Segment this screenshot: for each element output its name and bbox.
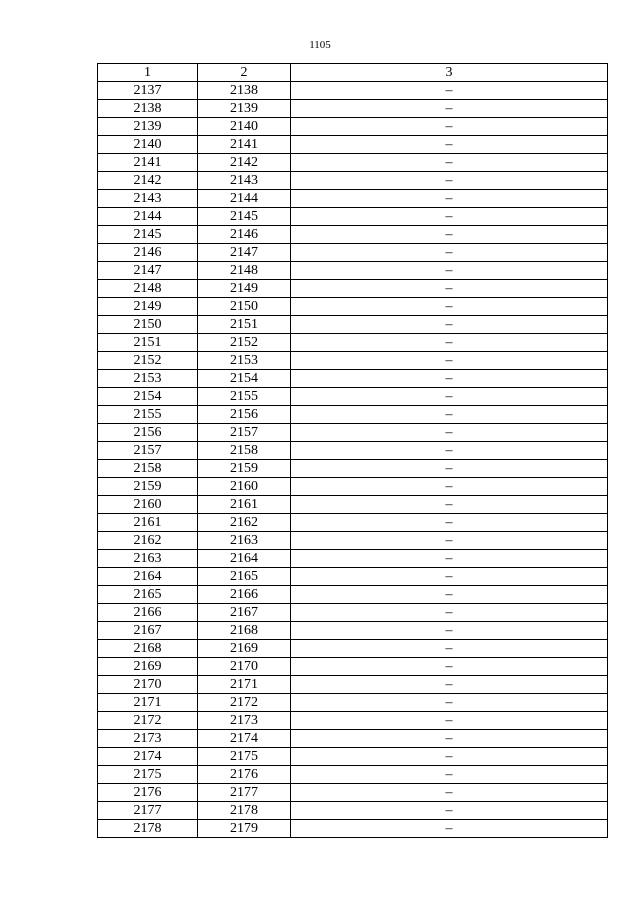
table-cell-col-1: 2145 [98, 226, 198, 244]
table-row [98, 118, 608, 136]
table-cell-col-1: 2161 [98, 514, 198, 532]
table-row [98, 208, 608, 226]
table-cell-col-2: 2164 [198, 550, 291, 568]
table-row [98, 244, 608, 262]
table-cell-col-2: 2178 [198, 802, 291, 820]
table-cell-col-2: 2155 [198, 388, 291, 406]
table-cell-col-1: 2156 [98, 424, 198, 442]
table-row [98, 334, 608, 352]
table-row [98, 154, 608, 172]
table-cell-col-2: 2152 [198, 334, 291, 352]
table-cell-col-1: 2149 [98, 298, 198, 316]
table-row [98, 442, 608, 460]
table-row [98, 190, 608, 208]
table-cell-col-3: – [291, 550, 608, 568]
table-row [98, 406, 608, 424]
table-cell-col-1: 2167 [98, 622, 198, 640]
table-cell-col-2: 2179 [198, 820, 291, 838]
table-cell-col-1: 2141 [98, 154, 198, 172]
table-cell-col-1: 2173 [98, 730, 198, 748]
table-cell-col-3: – [291, 406, 608, 424]
table-cell-col-3: – [291, 388, 608, 406]
table-cell-col-3: – [291, 658, 608, 676]
table-cell-col-3: – [291, 460, 608, 478]
table-cell-col-3: – [291, 820, 608, 838]
table-cell-col-2: 2157 [198, 424, 291, 442]
table-cell-col-2: 2143 [198, 172, 291, 190]
table-cell-col-3: – [291, 262, 608, 280]
table-cell-col-2: 2145 [198, 208, 291, 226]
table-cell-col-3: – [291, 586, 608, 604]
table-row [98, 172, 608, 190]
table-cell-col-3: – [291, 712, 608, 730]
table-header-row [98, 64, 608, 82]
table-cell-col-2: 2142 [198, 154, 291, 172]
table-cell-col-1: 2157 [98, 442, 198, 460]
table-cell-col-3: – [291, 748, 608, 766]
table-row [98, 730, 608, 748]
table-cell-col-3: – [291, 676, 608, 694]
data-table [97, 63, 608, 838]
table-cell-col-3: – [291, 172, 608, 190]
table-cell-col-1: 2176 [98, 784, 198, 802]
table-cell-col-2: 2167 [198, 604, 291, 622]
table-row [98, 262, 608, 280]
table-cell-col-2: 2172 [198, 694, 291, 712]
page-number: 1105 [309, 39, 331, 51]
table-cell-col-1: 2172 [98, 712, 198, 730]
table-cell-col-1: 2151 [98, 334, 198, 352]
table-cell-col-1: 2142 [98, 172, 198, 190]
table-cell-col-2: 2166 [198, 586, 291, 604]
table-cell-col-3: – [291, 244, 608, 262]
table-cell-col-3: – [291, 370, 608, 388]
table-cell-col-3: – [291, 118, 608, 136]
table-cell-col-1: 2139 [98, 118, 198, 136]
table-cell-col-2: 2147 [198, 244, 291, 262]
table-cell-col-2: 2171 [198, 676, 291, 694]
table-cell-col-2: 2144 [198, 190, 291, 208]
table-cell-col-1: 2144 [98, 208, 198, 226]
table-cell-col-2: 2149 [198, 280, 291, 298]
table-cell-col-2: 2163 [198, 532, 291, 550]
table-row [98, 550, 608, 568]
table-cell-col-3: – [291, 136, 608, 154]
table-cell-col-2: 2141 [198, 136, 291, 154]
table-cell-col-3: – [291, 640, 608, 658]
table-cell-col-3: – [291, 514, 608, 532]
table-cell-col-1: 2166 [98, 604, 198, 622]
table-row [98, 370, 608, 388]
table-row [98, 226, 608, 244]
table-cell-col-2: 2174 [198, 730, 291, 748]
table-cell-col-1: 2163 [98, 550, 198, 568]
table-cell-col-1: 2140 [98, 136, 198, 154]
table-cell-col-1: 2160 [98, 496, 198, 514]
table-row [98, 496, 608, 514]
table-cell-col-1: 2138 [98, 100, 198, 118]
table-row [98, 586, 608, 604]
table-cell-col-3: – [291, 766, 608, 784]
table-cell-col-1: 2165 [98, 586, 198, 604]
table-cell-col-2: 2159 [198, 460, 291, 478]
table-cell-col-2: 2176 [198, 766, 291, 784]
table-cell-col-1: 2164 [98, 568, 198, 586]
table-cell-col-2: 2168 [198, 622, 291, 640]
table-row [98, 676, 608, 694]
table-row [98, 460, 608, 478]
table-row [98, 280, 608, 298]
table-cell-col-1: 2169 [98, 658, 198, 676]
table-row [98, 298, 608, 316]
table-cell-col-2: 2161 [198, 496, 291, 514]
table-cell-col-3: – [291, 694, 608, 712]
table-row [98, 820, 608, 838]
table-cell-col-1: 2175 [98, 766, 198, 784]
table-cell-col-3: – [291, 298, 608, 316]
table-cell-col-2: 2169 [198, 640, 291, 658]
table-row [98, 478, 608, 496]
table-cell-col-3: – [291, 622, 608, 640]
table-cell-col-3: – [291, 352, 608, 370]
table-cell-col-2: 2170 [198, 658, 291, 676]
table-cell-col-1: 2162 [98, 532, 198, 550]
table-row [98, 388, 608, 406]
table-row [98, 802, 608, 820]
table-row [98, 532, 608, 550]
table-cell-col-1: 2150 [98, 316, 198, 334]
table-cell-col-1: 2154 [98, 388, 198, 406]
table-row [98, 136, 608, 154]
table-cell-col-2: 2177 [198, 784, 291, 802]
table-cell-col-2: 2162 [198, 514, 291, 532]
table-cell-col-2: 2156 [198, 406, 291, 424]
table-cell-col-2: 2153 [198, 352, 291, 370]
table-cell-col-2: 2173 [198, 712, 291, 730]
table-row [98, 784, 608, 802]
table-cell-col-1: 2146 [98, 244, 198, 262]
table-row [98, 622, 608, 640]
table-cell-col-3: – [291, 478, 608, 496]
table-cell-col-3: – [291, 208, 608, 226]
table-row [98, 82, 608, 100]
table-cell-col-2: 2158 [198, 442, 291, 460]
table-row [98, 748, 608, 766]
table-cell-col-3: – [291, 316, 608, 334]
table-body [98, 82, 608, 838]
table-cell-col-2: 2139 [198, 100, 291, 118]
table-row [98, 316, 608, 334]
table-cell-col-3: – [291, 82, 608, 100]
table-cell-col-1: 2155 [98, 406, 198, 424]
table-cell-col-3: – [291, 442, 608, 460]
table-cell-col-3: – [291, 496, 608, 514]
table-cell-col-2: 2175 [198, 748, 291, 766]
table-cell-col-1: 2152 [98, 352, 198, 370]
table-cell-col-1: 2148 [98, 280, 198, 298]
table-cell-col-2: 2165 [198, 568, 291, 586]
column-header-3: 3 [291, 64, 608, 82]
table-cell-col-1: 2168 [98, 640, 198, 658]
table-cell-col-1: 2137 [98, 82, 198, 100]
table-row [98, 568, 608, 586]
table-row [98, 352, 608, 370]
table-cell-col-3: – [291, 100, 608, 118]
table-cell-col-2: 2140 [198, 118, 291, 136]
table-row [98, 766, 608, 784]
table-cell-col-1: 2147 [98, 262, 198, 280]
table-cell-col-1: 2174 [98, 748, 198, 766]
table-cell-col-3: – [291, 784, 608, 802]
table-row [98, 694, 608, 712]
table-cell-col-1: 2170 [98, 676, 198, 694]
column-header-2: 2 [198, 64, 291, 82]
table-cell-col-2: 2154 [198, 370, 291, 388]
table-cell-col-3: – [291, 568, 608, 586]
table-cell-col-3: – [291, 730, 608, 748]
table-cell-col-3: – [291, 154, 608, 172]
table-cell-col-3: – [291, 802, 608, 820]
table-row [98, 100, 608, 118]
table-row [98, 658, 608, 676]
table-cell-col-3: – [291, 532, 608, 550]
table-cell-col-3: – [291, 280, 608, 298]
table-cell-col-2: 2148 [198, 262, 291, 280]
table-cell-col-2: 2146 [198, 226, 291, 244]
table-cell-col-1: 2158 [98, 460, 198, 478]
table-row [98, 424, 608, 442]
table-cell-col-3: – [291, 190, 608, 208]
table-cell-col-1: 2143 [98, 190, 198, 208]
table-cell-col-3: – [291, 334, 608, 352]
table-cell-col-3: – [291, 226, 608, 244]
column-header-1: 1 [98, 64, 198, 82]
table-cell-col-1: 2177 [98, 802, 198, 820]
table-cell-col-2: 2160 [198, 478, 291, 496]
table-cell-col-2: 2151 [198, 316, 291, 334]
table-cell-col-1: 2159 [98, 478, 198, 496]
table-row [98, 640, 608, 658]
table-cell-col-3: – [291, 424, 608, 442]
table-cell-col-1: 2171 [98, 694, 198, 712]
table-row [98, 604, 608, 622]
table-cell-col-1: 2153 [98, 370, 198, 388]
table-cell-col-2: 2138 [198, 82, 291, 100]
table-row [98, 514, 608, 532]
table-row [98, 712, 608, 730]
table-cell-col-1: 2178 [98, 820, 198, 838]
table-cell-col-2: 2150 [198, 298, 291, 316]
table-cell-col-3: – [291, 604, 608, 622]
